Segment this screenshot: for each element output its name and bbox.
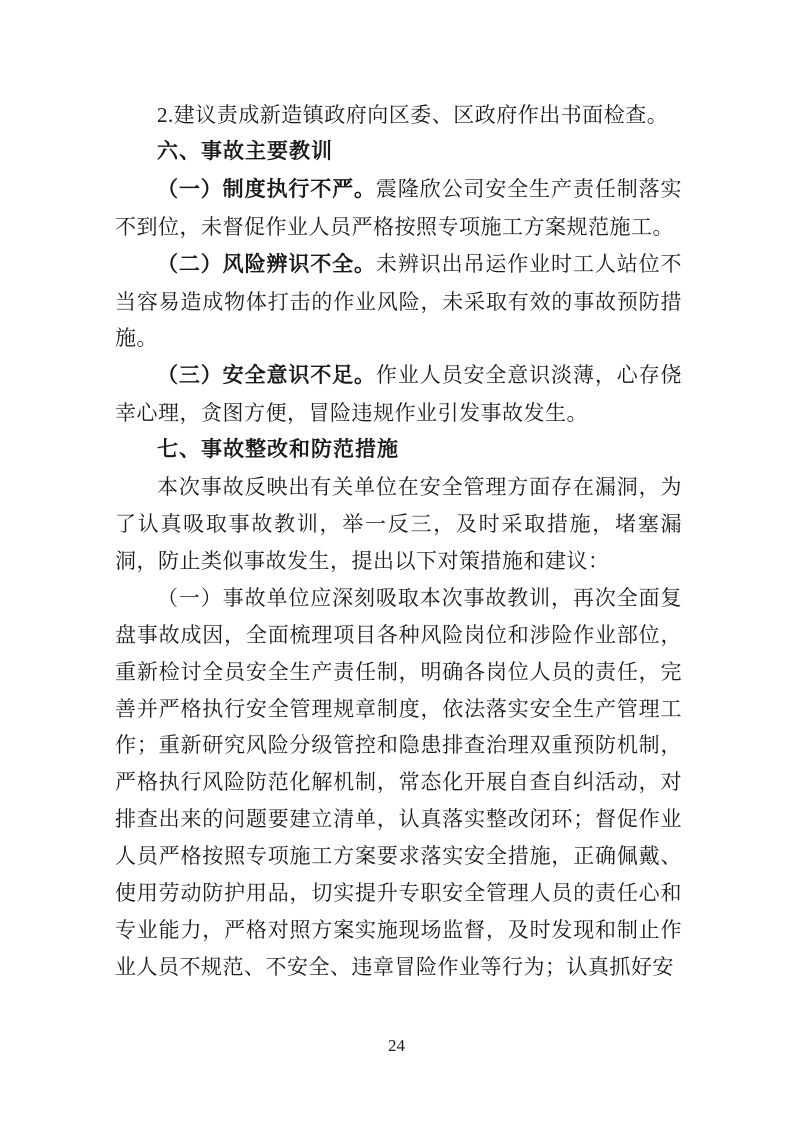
paragraph — [115, 171, 682, 246]
section-heading — [115, 432, 682, 469]
page-number: 24 — [388, 1036, 405, 1055]
paragraph — [115, 357, 682, 432]
section-heading — [115, 134, 682, 171]
text-run: （一）事故单位应深刻吸取本次事故教训，再次全面复盘事故成因，全面梳理项目各种风险岗位和涉险作业部位，重新检讨全员安全生产责任制，明确各岗位人员的责任，完善并严格执行安全管理规章制度，依法落实安全生产管理工作；重新研究风险分级管控和隐患排查治理双重预防机制，严格执行风险防范化解机制，常态化开展自查自纠活动，对排查出来的问题要建立清单，认真落实整改闭环；督促作业人员严格按照专项施工方案要求落实安全措施，正确佩戴、使用劳动防护用品，切实提升专职安全管理人员的责任心和专业能力，严格对照方案实施现场监督，及时发现和制止作业人员不规范、不安全、违章冒险作业等行为；认真抓好安 — [115, 585, 682, 979]
text-run: 震隆欣公司安全生产责任制落实不到位，未督促作业人员严格按照专项施工方案规范施工。 — [115, 176, 683, 239]
text-run: 未辨识出吊运作业时工人站位不当容易造成物体打击的作业风险，未采取有效的事故预防措施。 — [115, 251, 683, 351]
emphasis-text-run: （二）风险辨识不全。 — [157, 252, 376, 276]
text-run: 2.建议责成新造镇政府向区委、区政府作出书面检查。 — [157, 103, 669, 127]
emphasis-text-run: （一）制度执行不严。 — [157, 177, 376, 201]
paragraph — [115, 469, 682, 580]
paragraph — [115, 246, 682, 358]
emphasis-text-run: 七、事故整改和防范措施 — [157, 438, 399, 462]
emphasis-text-run: （三）安全意识不足。 — [157, 364, 376, 388]
paragraph — [115, 580, 682, 986]
emphasis-text-run: 六、事故主要教训 — [157, 139, 333, 163]
document-body — [115, 97, 682, 986]
paragraph — [115, 97, 682, 134]
text-run: 本次事故反映出有关单位在安全管理方面存在漏洞，为了认真吸取事故教训，举一反三，及时采取措施，堵塞漏洞，防止类似事故发生，提出以下对策措施和建议： — [115, 475, 682, 573]
text-run: 作业人员安全意识淡薄，心存侥幸心理，贪图方便，冒险违规作业引发事故发生。 — [115, 363, 683, 426]
